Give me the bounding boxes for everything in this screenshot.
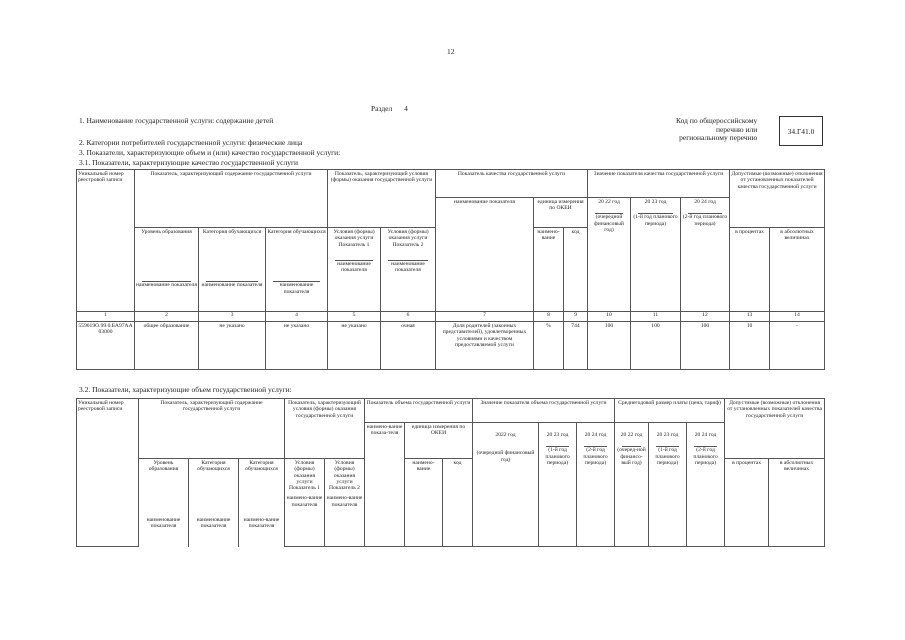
t2-condition-header: Показатель, характеризующий условия (формы) оказания государственной услуги	[285, 399, 365, 459]
t1-col-level: Уровень образования наименование показателя	[135, 228, 199, 312]
t1-num: 3	[199, 312, 266, 322]
t1-num: 10	[588, 312, 631, 322]
t2-col-cond1: Условия (формы) оказания услуги Показатель 1 наимено-вание показателя	[285, 459, 325, 547]
t1-cell: -	[770, 322, 825, 370]
page-number: 12	[447, 47, 455, 56]
t1-col-category2: Категория обучающихся наименование показателя	[266, 228, 328, 312]
code-label-line-3: региональному перечню	[679, 133, 758, 143]
t1-cell: 100	[588, 322, 631, 370]
t2-f3: 20 24 год (2-й год планового периода)	[687, 423, 725, 547]
t1-col-cond2: Условия (формы) оказания услуги Показатель 2 наименование показателя	[381, 228, 436, 312]
t1-cell: не указано	[266, 322, 328, 370]
t2-value-header: Значение показателя объема государственной услуги	[473, 399, 615, 423]
t2-col-cond2: Условия (формы) оказания услуги Показатель 2 наимено-вание показателя	[325, 459, 365, 547]
t1-num: 8	[534, 312, 564, 322]
t1-indicator-name-header: наименование показателя	[436, 198, 534, 312]
t1-cell: 100	[631, 322, 681, 370]
t2-abs: в абсолютных величинах	[769, 459, 825, 547]
t2-f2: 20 23 год (1-й год планового периода)	[649, 423, 687, 547]
t1-condition-header: Показатель, характеризующий условия (формы) оказания государственной услуги	[328, 170, 436, 228]
t1-col-category: Категория обучающихся наименование показателя	[199, 228, 266, 312]
section-heading	[371, 105, 408, 114]
t2-col-category2: Категория обучающихся наимено-вание показателя	[239, 459, 285, 547]
quality-table	[76, 169, 825, 370]
t2-col-category: Категория обучающихся наименование показателя	[189, 459, 239, 547]
t2-pct: в процентах	[725, 459, 769, 547]
t1-cell: 100	[681, 322, 730, 370]
t2-unit-code: код	[443, 459, 473, 547]
t1-num: 4	[266, 312, 328, 322]
t2-name-header: наимено-вание показа-теля	[365, 423, 405, 547]
section-label: Раздел	[371, 104, 393, 113]
t1-year1: 20 22 год (очередной финансовый год)	[588, 198, 631, 312]
t2-deviation-header: Допустимые (возможные) отклонения от установленных показателей качества государственной услуги	[725, 399, 825, 459]
t2-unique-header: Уникальный номер реестровой записи	[77, 399, 139, 547]
quality-heading: 3.1. Показатели, характеризующие качество государственной услуги	[79, 158, 299, 167]
t1-num: 12	[681, 312, 730, 322]
t1-cell: очная	[381, 322, 436, 370]
t1-num: 11	[631, 312, 681, 322]
t1-quality-header: Показатель качества государственной услуги	[436, 170, 588, 198]
t1-cell: 559019О.99.0.БА97АА03000	[77, 322, 135, 370]
t1-year3: 20 24 год (2-й год планового периода)	[681, 198, 730, 312]
t1-year2: 20 23 год (1-й год планового периода)	[631, 198, 681, 312]
consumers-line: 2. Категории потребителей государственной услуги: физические лица	[79, 138, 303, 147]
t2-col-level: Уровень образования наименование показателя	[139, 459, 189, 547]
service-name-line: 1. Наименование государственной услуги: содержание детей	[79, 116, 274, 125]
t2-v3: 20 24 год (2-й год планового периода)	[577, 423, 615, 547]
indicators-line: 3. Показатели, характеризующие объем и (или) качество государственной услуги:	[79, 148, 341, 157]
volume-table	[76, 398, 825, 547]
t1-deviation-header: Допустимые (возможные) отклонения от установленных показателей качества государственной услуги	[730, 170, 825, 228]
t2-v1: 2022 год (очередной финансовый год)	[473, 423, 539, 547]
t1-cell: 744	[564, 322, 588, 370]
t2-unit-name: наимено-вание	[405, 459, 443, 547]
t1-cell: не указано	[199, 322, 266, 370]
t1-cell: 10	[730, 322, 770, 370]
t1-abs: в абсолютных величинах	[770, 228, 825, 312]
volume-heading: 3.2. Показатели, характеризующие объем государственной услуги:	[79, 385, 292, 394]
t1-num: 13	[730, 312, 770, 322]
code-label	[676, 117, 757, 143]
t2-f1: 20 22 год (очеред-ной финансо-вый год)	[615, 423, 649, 547]
t1-cell: не указано	[328, 322, 381, 370]
t1-num: 1	[77, 312, 135, 322]
t1-cell: Доля родителей (законных представителей), удовлетворенных условиями и качеством предоставляемой услуги	[436, 322, 534, 370]
section-number: 4	[404, 104, 408, 113]
t1-cell: %	[534, 322, 564, 370]
t2-content-header: Показатель, характеризующий содержание государственной услуги	[139, 399, 285, 459]
t1-unit-code: код	[564, 228, 588, 312]
code-label-line-2: перечню или	[715, 124, 758, 134]
t1-value-header: Значение показателя качества государственной услуги	[588, 170, 730, 198]
table-row	[77, 322, 825, 370]
code-value-box: 34.Г41.0	[779, 116, 823, 146]
code-label-line-1: Код по общероссийскому	[676, 116, 758, 125]
t2-unit-header: единица измерения по ОКЕИ	[405, 423, 473, 459]
t1-cell: общее образование	[135, 322, 199, 370]
t1-num: 14	[770, 312, 825, 322]
t1-unit-header: единица измерения по ОКЕИ	[534, 198, 588, 228]
t2-volume-header: Показатель объема государственной услуги	[365, 399, 473, 423]
t1-num: 2	[135, 312, 199, 322]
t1-num: 6	[381, 312, 436, 322]
t2-fee-header: Среднегодовой размер платы (цена, тариф)	[615, 399, 725, 423]
t2-v2: 20 23 год (1-й год планового периода)	[539, 423, 577, 547]
t1-num: 9	[564, 312, 588, 322]
t1-pct: в процентах	[730, 228, 770, 312]
t1-content-header: Показатель, характеризующий содержание государственной услуги	[135, 170, 328, 228]
t1-unit-name: наимено-вание	[534, 228, 564, 312]
t1-num: 7	[436, 312, 534, 322]
t1-num: 5	[328, 312, 381, 322]
t1-unique-header: Уникальный номер реестровой записи	[77, 170, 135, 312]
t1-col-cond1: Условия (формы) оказания услуги Показатель 1 наименование показателя	[328, 228, 381, 312]
